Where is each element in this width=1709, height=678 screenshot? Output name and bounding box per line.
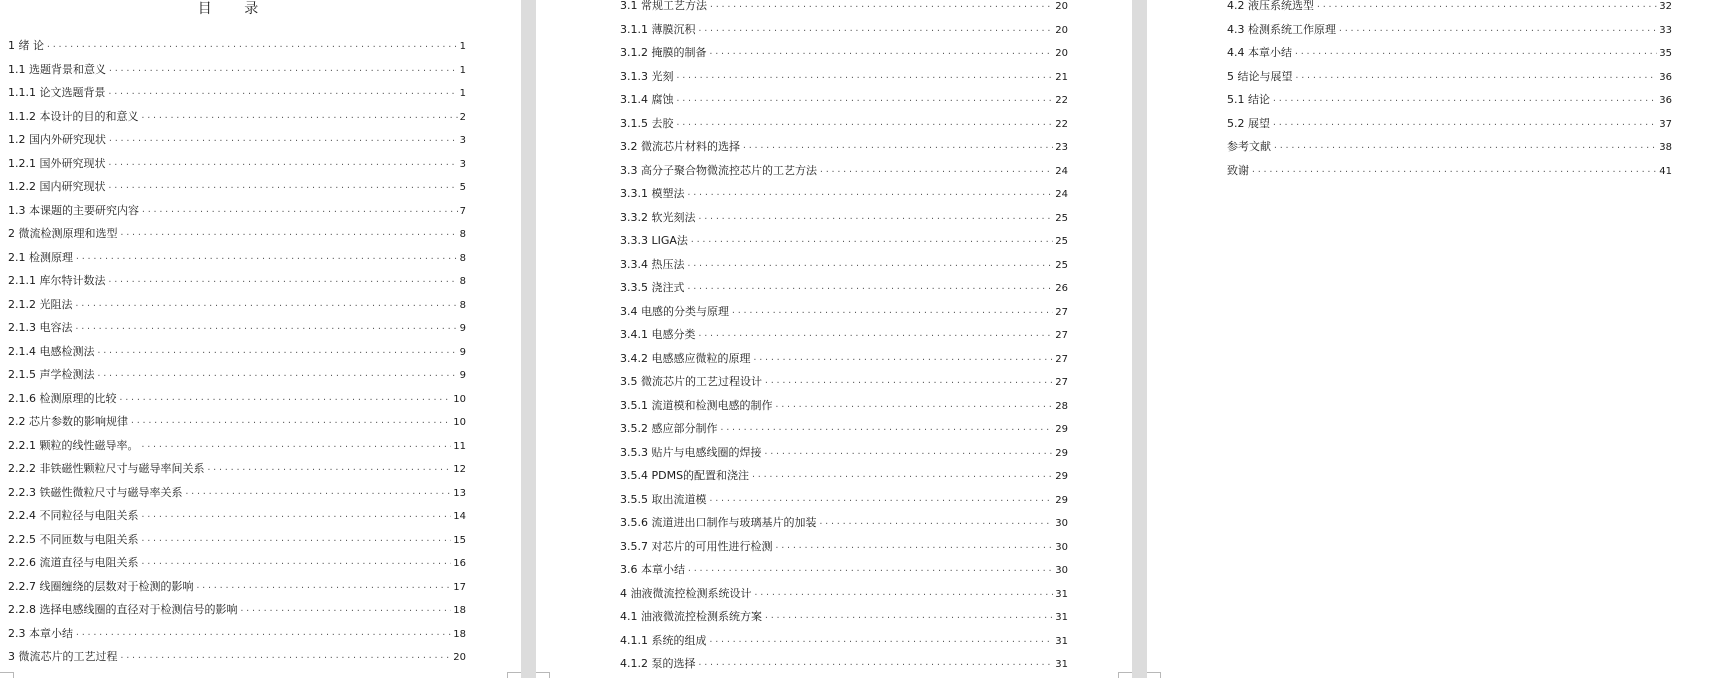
toc-entry[interactable] — [8, 152, 466, 176]
toc-entry[interactable] — [620, 0, 1068, 18]
toc-entry[interactable] — [1227, 135, 1672, 159]
toc-entry-page-number: 23 — [1055, 142, 1068, 153]
toc-dot-leader — [709, 489, 1054, 513]
toc-dot-leader — [687, 559, 1053, 583]
toc-entry-label: 2.2.6 流道直径与电阻关系 — [8, 556, 139, 569]
toc-entry-label: 1.1 选题背景和意义 — [8, 62, 106, 76]
toc-entry-page-number: 13 — [453, 487, 466, 499]
toc-dot-leader — [184, 482, 451, 506]
toc-entry-page-number: 8 — [459, 276, 466, 287]
toc-entry-label: 1.3 本课题的主要研究内容 — [8, 203, 139, 217]
toc-entry-page-number: 21 — [1055, 71, 1068, 83]
toc-entry[interactable] — [620, 652, 1068, 676]
toc-entry-page-number: 36 — [1659, 95, 1672, 106]
toc-entry-label: 3.5.7 对芯片的可用性进行检测 — [620, 539, 773, 553]
toc-entry[interactable] — [8, 199, 466, 223]
toc-entry[interactable] — [8, 105, 466, 129]
toc-entry-page-number: 8 — [459, 299, 466, 311]
toc-dot-leader — [141, 435, 452, 459]
toc-entry[interactable] — [8, 434, 466, 458]
toc-entry-page-number: 35 — [1659, 48, 1672, 59]
toc-entry[interactable] — [620, 276, 1068, 300]
toc-entry[interactable] — [620, 535, 1068, 559]
toc-entry-page-number: 28 — [1055, 400, 1068, 412]
toc-entry[interactable] — [8, 622, 466, 646]
toc-entry-label: 2.2.4 不同粒径与电阻关系 — [8, 509, 139, 522]
toc-entry-label: 4 油液微流控检测系统设计 — [620, 586, 752, 600]
toc-entry-page-number: 38 — [1659, 142, 1672, 153]
toc-entry[interactable] — [8, 528, 466, 552]
toc-entry-page-number: 14 — [453, 511, 466, 522]
toc-dot-leader — [751, 465, 1053, 489]
toc-dot-leader — [731, 301, 1053, 325]
toc-entry-label: 4.1.1 系统的组成 — [620, 633, 707, 647]
toc-page-3 — [1147, 0, 1709, 678]
toc-dot-leader — [687, 183, 1054, 207]
toc-dot-leader — [108, 176, 458, 200]
toc-entry-page-number: 10 — [453, 393, 466, 405]
toc-entry-label: 3 微流芯片的工艺过程 — [8, 650, 118, 663]
toc-entry-page-number: 8 — [459, 252, 466, 264]
toc-entry-label: 2.2.1 颗粒的线性磁导率。 — [8, 438, 139, 452]
toc-dot-leader — [742, 136, 1053, 160]
toc-dot-leader — [709, 42, 1054, 66]
toc-entry[interactable] — [620, 229, 1068, 253]
toc-entry-label: 2.3 本章小结 — [8, 626, 73, 640]
toc-entry-label: 3.1.5 去胶 — [620, 116, 674, 130]
toc-entry[interactable] — [620, 182, 1068, 206]
toc-entry-page-number: 20 — [1055, 48, 1068, 59]
toc-entry[interactable] — [620, 347, 1068, 371]
toc-entry-label: 2.2.5 不同匝数与电阻关系 — [8, 532, 139, 546]
toc-entry[interactable] — [8, 81, 466, 105]
toc-dot-leader — [141, 529, 452, 553]
toc-entry-label: 3.3.2 软光刻法 — [620, 210, 696, 224]
toc-entry[interactable] — [8, 128, 466, 152]
toc-entry-page-number: 3 — [459, 158, 466, 170]
toc-dot-leader — [720, 418, 1054, 442]
toc-entry[interactable] — [620, 300, 1068, 324]
toc-entry-label: 5 结论与展望 — [1227, 69, 1293, 83]
toc-entry-page-number: 1 — [459, 64, 466, 76]
toc-page-2 — [536, 0, 1132, 678]
toc-entry[interactable] — [8, 645, 466, 669]
toc-dot-leader — [1294, 42, 1657, 66]
toc-entry-label: 4.4 本章小结 — [1227, 46, 1292, 59]
toc-dot-leader — [676, 113, 1054, 137]
toc-dot-leader — [141, 505, 452, 529]
toc-entry[interactable] — [8, 175, 466, 199]
toc-dot-leader — [1338, 19, 1657, 43]
toc-entry[interactable] — [8, 34, 466, 58]
toc-dot-leader — [775, 395, 1054, 419]
toc-entry-label: 3.1.2 掩膜的制备 — [620, 46, 707, 59]
toc-entry-label: 3.6 本章小结 — [620, 563, 685, 576]
page-gap — [1132, 0, 1147, 678]
toc-entry-page-number: 29 — [1055, 447, 1068, 459]
toc-dot-leader — [120, 223, 458, 247]
toc-entry-label: 2.2.8 选择电感线圈的直径对于检测信号的影响 — [8, 603, 238, 616]
toc-entry-page-number: 26 — [1055, 283, 1068, 294]
toc-entry-page-number: 3 — [459, 135, 466, 146]
toc-dot-leader — [75, 247, 458, 271]
toc-list — [1227, 0, 1672, 182]
toc-entry-page-number: 41 — [1659, 165, 1672, 177]
toc-entry[interactable] — [620, 417, 1068, 441]
toc-entry-label: 2 微流检测原理和选型 — [8, 227, 118, 240]
page-corner-mark — [536, 672, 550, 678]
toc-entry-label: 2.1.2 光阻法 — [8, 297, 73, 311]
toc-entry-label: 2.1.3 电容法 — [8, 321, 73, 334]
toc-entry-label: 4.3 检测系统工作原理 — [1227, 22, 1336, 36]
toc-entry[interactable] — [8, 269, 466, 293]
toc-entry[interactable] — [620, 65, 1068, 89]
toc-entry-label: 2.1.6 检测原理的比较 — [8, 391, 117, 405]
toc-entry[interactable] — [1227, 159, 1672, 183]
toc-entry[interactable] — [1227, 0, 1672, 18]
toc-dot-leader — [141, 200, 458, 224]
toc-entry[interactable] — [8, 246, 466, 270]
toc-dot-leader — [1272, 89, 1657, 113]
toc-entry-page-number: 11 — [453, 440, 466, 452]
toc-dot-leader — [75, 317, 458, 341]
toc-entry[interactable] — [8, 58, 466, 82]
toc-entry[interactable] — [8, 575, 466, 599]
toc-entry-page-number: 20 — [1055, 24, 1068, 36]
toc-dot-leader — [119, 388, 452, 412]
toc-entry-label: 参考文献 — [1227, 140, 1271, 153]
toc-entry-page-number: 25 — [1055, 212, 1068, 224]
toc-dot-leader — [764, 606, 1053, 630]
toc-entry[interactable] — [8, 293, 466, 317]
toc-entry-page-number: 12 — [453, 464, 466, 475]
toc-dot-leader — [698, 19, 1054, 43]
toc-dot-leader — [75, 294, 458, 318]
toc-entry[interactable] — [620, 253, 1068, 277]
toc-entry-label: 5.1 结论 — [1227, 93, 1270, 106]
toc-entry-label: 3.5.3 贴片与电感线圈的焊接 — [620, 445, 762, 459]
toc-entry-page-number: 31 — [1055, 612, 1068, 623]
toc-dot-leader — [75, 623, 451, 647]
page-corner-mark — [507, 672, 521, 678]
toc-entry-label: 3.3 高分子聚合物微流控芯片的工艺方法 — [620, 163, 817, 177]
toc-entry-page-number: 15 — [453, 534, 466, 546]
toc-entry-label: 1.2.2 国内研究现状 — [8, 180, 106, 193]
toc-entry-label: 3.1 常规工艺方法 — [620, 0, 707, 12]
toc-entry-label: 1.2.1 国外研究现状 — [8, 156, 106, 170]
toc-dot-leader — [108, 129, 458, 153]
toc-entry-page-number: 27 — [1055, 377, 1068, 388]
toc-entry[interactable] — [8, 363, 466, 387]
toc-entry-label: 3.4.1 电感分类 — [620, 328, 696, 341]
toc-entry[interactable] — [8, 410, 466, 434]
toc-entry[interactable] — [8, 316, 466, 340]
toc-dot-leader — [1316, 0, 1657, 19]
toc-entry-page-number: 20 — [1055, 1, 1068, 12]
toc-entry-label: 2.2 芯片参数的影响规律 — [8, 415, 128, 428]
toc-entry-label: 4.2 液压系统选型 — [1227, 0, 1314, 12]
page-corner-mark — [1147, 672, 1161, 678]
toc-entry[interactable] — [8, 551, 466, 575]
toc-entry[interactable] — [8, 504, 466, 528]
toc-entry[interactable] — [620, 511, 1068, 535]
toc-dot-leader — [819, 160, 1053, 184]
toc-entry-page-number: 33 — [1659, 24, 1672, 36]
toc-dot-leader — [130, 411, 451, 435]
toc-dot-leader — [676, 66, 1054, 90]
toc-entry-page-number: 25 — [1055, 259, 1068, 271]
toc-entry-label: 3.4 电感的分类与原理 — [620, 304, 729, 318]
toc-entry-page-number: 18 — [453, 605, 466, 616]
toc-entry-page-number: 22 — [1055, 95, 1068, 106]
toc-entry-label: 5.2 展望 — [1227, 116, 1270, 130]
toc-dot-leader — [46, 35, 458, 59]
toc-page-1 — [0, 0, 521, 678]
toc-dot-leader — [754, 583, 1054, 607]
toc-entry-label: 2.1.1 库尔特计数法 — [8, 274, 106, 287]
toc-entry[interactable] — [1227, 18, 1672, 42]
toc-entry-label: 1.1.1 论文选题背景 — [8, 86, 106, 99]
toc-entry-page-number: 22 — [1055, 118, 1068, 130]
toc-entry[interactable] — [1227, 88, 1672, 112]
toc-entry-label: 3.3.4 热压法 — [620, 257, 685, 271]
toc-entry-label: 3.3.1 模塑法 — [620, 187, 685, 200]
toc-dot-leader — [690, 230, 1053, 254]
toc-entry[interactable] — [620, 206, 1068, 230]
toc-dot-leader — [775, 536, 1054, 560]
toc-dot-leader — [709, 0, 1053, 19]
toc-dot-leader — [141, 106, 458, 130]
toc-heading: 目 录 — [197, 1, 273, 17]
toc-entry-label: 2.1.5 声学检测法 — [8, 368, 95, 381]
toc-entry[interactable] — [620, 18, 1068, 42]
toc-entry-page-number: 30 — [1055, 565, 1068, 576]
toc-entry-page-number: 1 — [459, 88, 466, 99]
toc-dot-leader — [753, 348, 1054, 372]
toc-entry[interactable] — [620, 464, 1068, 488]
toc-entry-label: 致谢 — [1227, 163, 1249, 177]
toc-entry-page-number: 30 — [1055, 541, 1068, 553]
toc-entry[interactable] — [8, 340, 466, 364]
toc-entry-page-number: 29 — [1055, 424, 1068, 435]
toc-entry-label: 3.1.4 腐蚀 — [620, 93, 674, 106]
toc-dot-leader — [687, 277, 1054, 301]
page-corner-mark — [0, 672, 14, 678]
toc-entry-page-number: 31 — [1055, 659, 1068, 670]
toc-entry-label: 3.1.1 薄膜沉积 — [620, 22, 696, 36]
toc-dot-leader — [141, 552, 452, 576]
toc-dot-leader — [239, 599, 451, 623]
toc-list — [8, 34, 466, 669]
toc-entry-label: 3.5.1 流道模和检测电感的制作 — [620, 398, 773, 412]
toc-dot-leader — [764, 371, 1053, 395]
toc-dot-leader — [1272, 113, 1657, 137]
toc-entry[interactable] — [8, 387, 466, 411]
toc-entry-label: 3.4.2 电感感应微粒的原理 — [620, 351, 751, 365]
toc-entry-label: 1 绪 论 — [8, 39, 44, 52]
toc-entry-page-number: 31 — [1055, 635, 1068, 647]
toc-entry-page-number: 2 — [459, 111, 466, 123]
toc-entry[interactable] — [1227, 41, 1672, 65]
toc-entry[interactable] — [620, 441, 1068, 465]
toc-dot-leader — [1251, 160, 1657, 184]
toc-entry-page-number: 29 — [1055, 471, 1068, 482]
toc-entry-page-number: 31 — [1055, 588, 1068, 600]
toc-entry-page-number: 36 — [1659, 71, 1672, 83]
page-gap — [521, 0, 536, 678]
toc-entry[interactable] — [620, 323, 1068, 347]
toc-entry-page-number: 17 — [453, 581, 466, 593]
toc-dot-leader — [676, 89, 1054, 113]
toc-entry-label: 4.1 油液微流控检测系统方案 — [620, 610, 762, 623]
toc-entry[interactable] — [8, 457, 466, 481]
toc-dot-leader — [120, 646, 452, 670]
toc-entry-label: 2.2.2 非铁磁性颗粒尺寸与磁导率间关系 — [8, 462, 205, 475]
toc-dot-leader — [108, 59, 458, 83]
toc-entry[interactable] — [620, 370, 1068, 394]
toc-entry-label: 3.3.5 浇注式 — [620, 281, 685, 294]
toc-dot-leader — [1295, 66, 1658, 90]
toc-entry-label: 4.1.2 泵的选择 — [620, 657, 696, 670]
toc-list — [620, 0, 1068, 676]
toc-entry-page-number: 27 — [1055, 353, 1068, 365]
toc-dot-leader — [687, 254, 1054, 278]
toc-entry[interactable] — [620, 582, 1068, 606]
toc-entry-page-number: 16 — [453, 558, 466, 569]
toc-dot-leader — [1273, 136, 1657, 160]
toc-entry-page-number: 37 — [1659, 118, 1672, 130]
toc-entry[interactable] — [1227, 65, 1672, 89]
toc-entry[interactable] — [620, 41, 1068, 65]
toc-entry-page-number: 24 — [1055, 189, 1068, 200]
toc-entry[interactable] — [8, 481, 466, 505]
toc-entry-page-number: 9 — [459, 323, 466, 334]
toc-entry-label: 3.1.3 光刻 — [620, 69, 674, 83]
toc-dot-leader — [206, 458, 451, 482]
toc-entry[interactable] — [620, 605, 1068, 629]
toc-entry[interactable] — [1227, 112, 1672, 136]
toc-entry-page-number: 20 — [453, 652, 466, 663]
toc-entry-page-number: 18 — [453, 628, 466, 640]
toc-entry-page-number: 10 — [453, 417, 466, 428]
toc-entry-page-number: 1 — [459, 41, 466, 52]
toc-entry-label: 3.5.4 PDMS的配置和浇注 — [620, 469, 750, 482]
toc-entry-label: 2.2.7 线圈缠绕的层数对于检测的影响 — [8, 579, 194, 593]
toc-entry-page-number: 32 — [1659, 1, 1672, 12]
toc-dot-leader — [195, 576, 451, 600]
toc-entry-label: 2.1 检测原理 — [8, 250, 73, 264]
toc-entry-label: 3.5.6 流道进出口制作与玻璃基片的加装 — [620, 516, 817, 529]
toc-entry-label: 2.2.3 铁磁性微粒尺寸与磁导率关系 — [8, 485, 183, 499]
toc-dot-leader — [108, 270, 458, 294]
toc-entry-label: 3.5 微流芯片的工艺过程设计 — [620, 375, 762, 388]
toc-dot-leader — [709, 630, 1054, 654]
toc-entry[interactable] — [620, 488, 1068, 512]
toc-entry-label: 3.5.2 感应部分制作 — [620, 422, 718, 435]
toc-dot-leader — [108, 82, 458, 106]
toc-entry-page-number: 5 — [459, 182, 466, 193]
toc-entry[interactable] — [620, 394, 1068, 418]
toc-entry[interactable] — [620, 88, 1068, 112]
toc-entry[interactable] — [8, 222, 466, 246]
toc-entry-label: 2.1.4 电感检测法 — [8, 344, 95, 358]
toc-entry-page-number: 27 — [1055, 306, 1068, 318]
toc-entry-page-number: 9 — [459, 370, 466, 381]
toc-dot-leader — [764, 442, 1054, 466]
toc-dot-leader — [698, 653, 1054, 677]
toc-entry-label: 1.1.2 本设计的目的和意义 — [8, 109, 139, 123]
toc-entry-label: 3.3.3 LIGA法 — [620, 234, 688, 247]
toc-entry-page-number: 7 — [459, 205, 466, 217]
toc-entry[interactable] — [620, 558, 1068, 582]
toc-dot-leader — [698, 207, 1054, 231]
toc-dot-leader — [698, 324, 1054, 348]
toc-entry-page-number: 27 — [1055, 330, 1068, 341]
toc-entry-page-number: 30 — [1055, 518, 1068, 529]
toc-entry-page-number: 8 — [459, 229, 466, 240]
toc-entry[interactable] — [620, 159, 1068, 183]
toc-entry[interactable] — [620, 629, 1068, 653]
toc-entry-label: 3.2 微流芯片材料的选择 — [620, 140, 740, 153]
toc-entry[interactable] — [620, 135, 1068, 159]
toc-dot-leader — [818, 512, 1053, 536]
toc-dot-leader — [108, 153, 458, 177]
toc-entry-page-number: 24 — [1055, 165, 1068, 177]
toc-dot-leader — [97, 364, 458, 388]
toc-entry-page-number: 25 — [1055, 236, 1068, 247]
toc-dot-leader — [97, 341, 458, 365]
toc-entry-label: 1.2 国内外研究现状 — [8, 133, 106, 146]
toc-entry[interactable] — [620, 112, 1068, 136]
toc-entry-page-number: 29 — [1055, 494, 1068, 506]
toc-entry[interactable] — [8, 598, 466, 622]
page-corner-mark — [1118, 672, 1132, 678]
toc-entry-page-number: 9 — [459, 346, 466, 358]
toc-entry-label: 3.5.5 取出流道模 — [620, 492, 707, 506]
